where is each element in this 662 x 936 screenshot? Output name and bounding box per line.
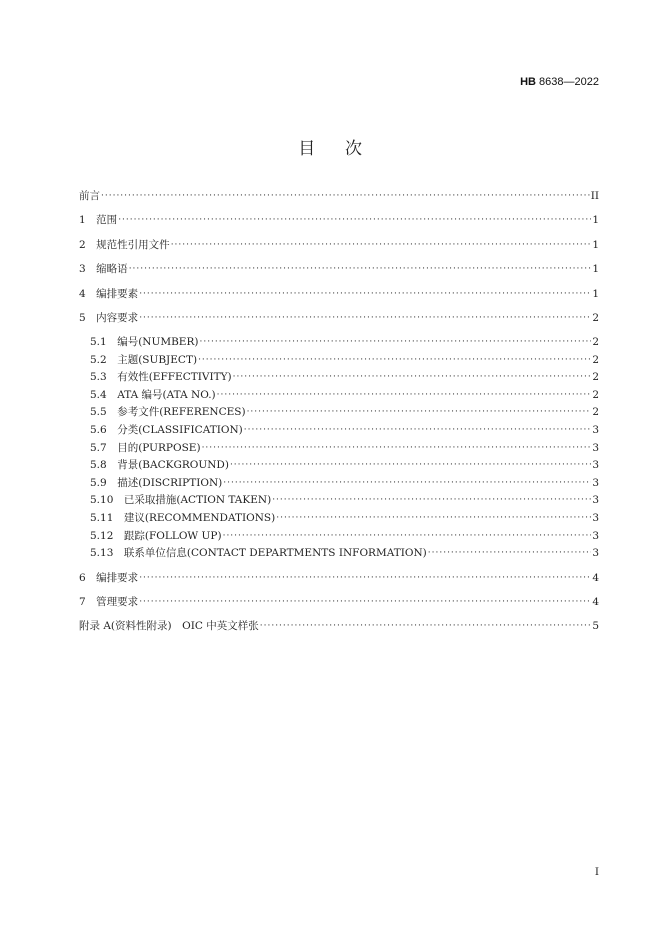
- toc-entry-page: 3: [592, 424, 599, 436]
- toc-entry[interactable]: [79, 570, 599, 586]
- toc-entry-page: 2: [592, 406, 599, 418]
- toc-leader-dots: [139, 286, 591, 302]
- toc-leader-dots: [129, 261, 592, 277]
- toc-leader-dots: [199, 334, 591, 350]
- toc-entry-label: 6 编排要求: [79, 572, 139, 584]
- toc-entry-label: 5.10 已采取措施(ACTION TAKEN): [90, 494, 272, 506]
- toc-entry[interactable]: [79, 286, 599, 302]
- toc-entry-page: 2: [592, 389, 599, 401]
- toc-entry-page: 3: [592, 494, 599, 506]
- toc-entry-page: 3: [592, 547, 599, 559]
- toc-entry[interactable]: [90, 387, 599, 403]
- toc-entry[interactable]: [79, 618, 599, 634]
- toc-leader-dots: [247, 404, 592, 420]
- page-number: I: [594, 866, 599, 878]
- toc-leader-dots: [198, 352, 591, 368]
- toc-leader-dots: [428, 545, 592, 561]
- toc-entry-label: 5.8 背景(BACKGROUND): [90, 459, 229, 471]
- toc-entry-label: 5.3 有效性(EFFECTIVITY): [90, 371, 232, 383]
- toc-entry-page: 3: [592, 512, 599, 524]
- toc-leader-dots: [202, 440, 592, 456]
- toc-entry-page: 3: [592, 442, 599, 454]
- toc-entry-label: 5 内容要求: [79, 312, 139, 324]
- toc-entry-label: 5.13 联系单位信息(CONTACT DEPARTMENTS INFORMATION): [90, 547, 427, 559]
- toc-entry-label: 5.9 描述(DISCRIPTION): [90, 477, 223, 489]
- toc-leader-dots: [223, 475, 591, 491]
- toc-leader-dots: [230, 457, 591, 473]
- title-char-2: 次: [345, 139, 364, 159]
- toc-entry-label: 5.11 建议(RECOMMENDATIONS): [90, 512, 276, 524]
- toc-entry-page: 1: [592, 239, 599, 251]
- toc-leader-dots: [223, 528, 592, 544]
- toc-entry[interactable]: [90, 352, 599, 368]
- toc-leader-dots: [233, 369, 592, 385]
- toc-entry-page: 4: [592, 572, 599, 584]
- toc-entry-label: 附录 A(资料性附录) OIC 中英文样张: [79, 620, 259, 632]
- toc-entry[interactable]: [90, 492, 599, 508]
- toc-entry-label: 2 规范性引用文件: [79, 239, 170, 251]
- toc-entry-label: 1 范围: [79, 214, 118, 226]
- toc-leader-dots: [171, 237, 592, 253]
- toc-leader-dots: [118, 212, 591, 228]
- toc-leader-dots: [139, 310, 591, 326]
- standard-number: [520, 76, 599, 88]
- toc-entry-page: 2: [592, 312, 599, 324]
- toc-entry[interactable]: [79, 594, 599, 610]
- toc-leader-dots: [139, 570, 591, 586]
- toc-entry[interactable]: [90, 369, 599, 385]
- toc-entry[interactable]: [79, 237, 599, 253]
- toc-entry-label: 5.7 目的(PURPOSE): [90, 442, 201, 454]
- toc-entry-label: 7 管理要求: [79, 596, 139, 608]
- toc-leader-dots: [101, 188, 590, 204]
- toc-entry-page: 2: [592, 336, 599, 348]
- toc-entry-page: 1: [592, 263, 599, 275]
- toc-entry[interactable]: [90, 528, 599, 544]
- toc-entry[interactable]: [90, 440, 599, 456]
- toc-entry-page: 1: [592, 214, 599, 226]
- title-char-1: 目: [298, 139, 317, 159]
- toc-entry-label: 5.2 主题(SUBJECT): [90, 354, 198, 366]
- page-title: [0, 134, 662, 159]
- toc-leader-dots: [244, 422, 592, 438]
- toc-leader-dots: [276, 510, 591, 526]
- toc-entry-page: 2: [592, 354, 599, 366]
- toc-entry[interactable]: [90, 334, 599, 350]
- toc-entry-page: II: [590, 190, 599, 202]
- toc-entry-page: 5: [592, 620, 599, 632]
- toc-leader-dots: [217, 387, 592, 403]
- toc-entry[interactable]: [90, 404, 599, 420]
- toc-entry[interactable]: [90, 510, 599, 526]
- toc-entry-label: 3 缩略语: [79, 263, 128, 275]
- toc-entry[interactable]: [90, 545, 599, 561]
- toc-entry-label: 前言: [79, 190, 100, 202]
- standard-code: 8638—2022: [539, 76, 599, 88]
- toc-entry[interactable]: [90, 475, 599, 491]
- toc-entry[interactable]: [90, 422, 599, 438]
- toc-entry-page: 3: [592, 477, 599, 489]
- standard-prefix: HB: [520, 76, 536, 88]
- toc-entry-label: 5.1 编号(NUMBER): [90, 336, 199, 348]
- toc-entry-label: 5.4 ATA 编号(ATA NO.): [90, 389, 216, 401]
- toc-leader-dots: [272, 492, 591, 508]
- toc-entry[interactable]: [79, 310, 599, 326]
- toc-entry[interactable]: [90, 457, 599, 473]
- toc-entry-page: 3: [592, 459, 599, 471]
- toc-entry[interactable]: [79, 188, 599, 204]
- toc-entry-label: 4 编排要素: [79, 288, 139, 300]
- toc-entry-label: 5.5 参考文件(REFERENCES): [90, 406, 246, 418]
- toc-entry-page: 1: [592, 288, 599, 300]
- toc-entry-page: 3: [592, 530, 599, 542]
- toc-leader-dots: [139, 594, 591, 610]
- toc-entry[interactable]: [79, 261, 599, 277]
- toc-leader-dots: [260, 618, 592, 634]
- toc-entry-label: 5.12 跟踪(FOLLOW UP): [90, 530, 222, 542]
- toc-entry-page: 4: [592, 596, 599, 608]
- toc-entry-page: 2: [592, 371, 599, 383]
- toc-entry-label: 5.6 分类(CLASSIFICATION): [90, 424, 243, 436]
- toc-entry[interactable]: [79, 212, 599, 228]
